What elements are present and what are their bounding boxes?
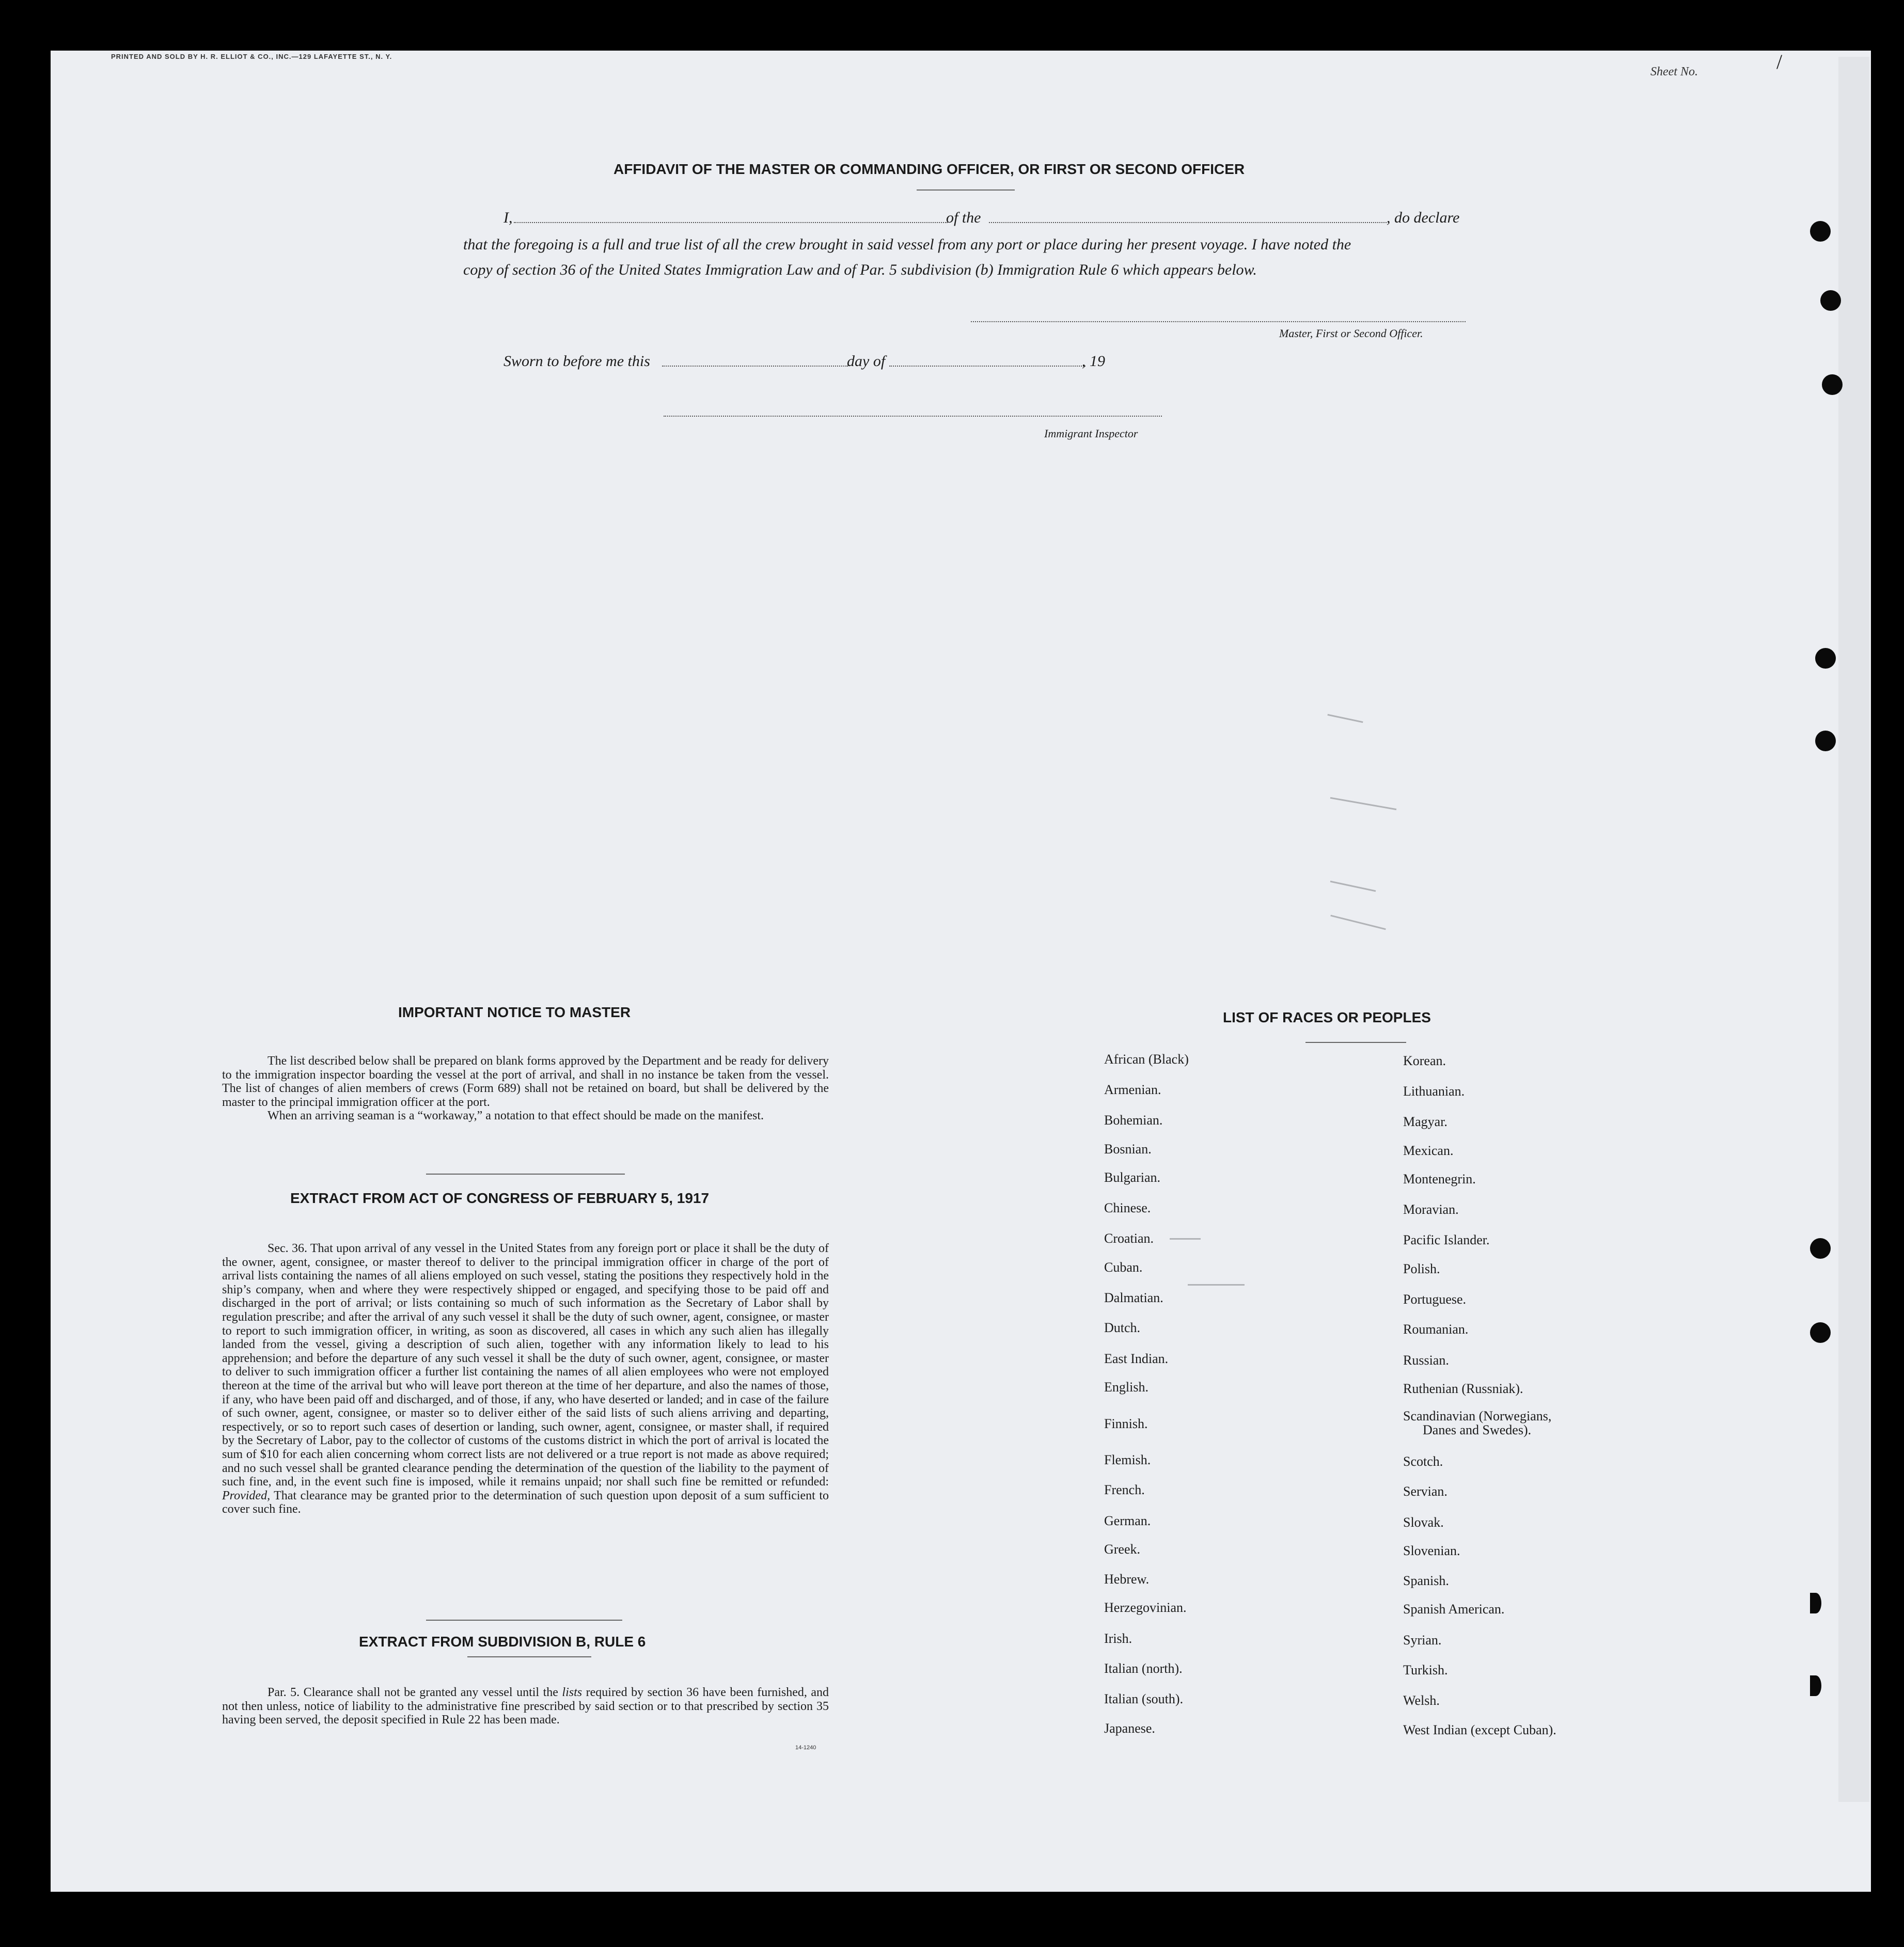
race-left-18: Hebrew. [1104,1572,1150,1587]
affidavit-title: AFFIDAVIT OF THE MASTER OR COMMANDING OFFICER, OR FIRST OR SECOND OFFICER [613,161,1245,177]
race-left-5: Bulgarian. [1104,1170,1161,1185]
punch-hole [1810,1322,1831,1343]
race-right-17: Slovenian. [1403,1543,1460,1558]
notice-divider [426,1174,625,1175]
race-right-23: West Indian (except Cuban). [1403,1722,1556,1737]
inspector-signature-line[interactable] [664,416,1162,417]
race-left-22: Italian (south). [1104,1691,1184,1706]
race-left-12: English. [1104,1380,1148,1395]
race-right-14: Scotch. [1403,1454,1443,1469]
race-left-6: Chinese. [1104,1200,1151,1215]
rule-extract-body [222,1686,829,1727]
sheet-number-label: Sheet No. [1650,65,1698,78]
race-right-21: Turkish. [1403,1663,1448,1677]
punch-hole [1810,221,1831,242]
provided-word: Provided, [222,1489,271,1502]
race-left-14: Flemish. [1104,1452,1151,1467]
lists-word: lists [562,1686,583,1699]
race-left-8: Cuban. [1104,1260,1143,1275]
punch-hole [1815,648,1836,669]
race-right-6: Moravian. [1403,1202,1459,1217]
race-left-23: Japanese. [1104,1721,1155,1736]
race-right-18: Spanish. [1403,1573,1449,1588]
notice-title: IMPORTANT NOTICE TO MASTER [398,1004,631,1020]
affiant-name-field[interactable] [514,222,948,223]
notice-paragraph-1: The list described below shall be prepared on blank forms approved by the Department and be ready for delivery to the immigration inspector boarding the vessel at the port of arrival, and shall in no instance be taken from the vessel. The list of changes of alien members of crews (Form 689) shall not be retained on board, but shall be delivered by the master to the principal immigration officer at the port. [222,1054,829,1109]
officer-signature-line[interactable] [971,321,1466,322]
sworn-day-field[interactable] [662,366,848,367]
act-extract-title: EXTRACT FROM ACT OF CONGRESS OF FEBRUARY 5, 1917 [290,1190,710,1206]
race-left-1: African (Black) [1104,1052,1189,1067]
affidavit-title-rule [917,189,1015,191]
race-right-12: Ruthenian (Russniak). [1403,1381,1523,1396]
notice-paragraph-2: When an arriving seaman is a “workaway,” a notation to that effect should be made on the manifest. [267,1109,764,1123]
inspector-caption: Immigrant Inspector [1044,427,1138,440]
act-text-b: That clearance may be granted prior to the determination of such question upon deposit of a sum sufficient to cover such fine. [222,1489,829,1516]
section-label: Sec. 36. [267,1242,307,1255]
race-left-16: German. [1104,1513,1151,1528]
rule-text-b: required by section 36 have been furnished, and not then unless, notice of liability to the administrative fine prescribed by said section or to that prescribed by section 35 having been served, the deposit specified in Rule 22 has been made. [222,1686,829,1727]
form-sheet [51,51,1871,1892]
punch-hole [1810,1238,1831,1259]
race-right-2: Lithuanian. [1403,1084,1465,1099]
rule-text [222,1686,829,1727]
race-right-22: Welsh. [1403,1693,1440,1708]
sworn-label: Sworn to before me this [503,353,650,370]
sworn-month-field[interactable] [889,366,1085,367]
race-right-9: Portuguese. [1403,1292,1467,1307]
rule-title-underline [467,1656,591,1657]
affidavit-of-the-label: of the [946,209,981,226]
act-extract-body [222,1242,829,1516]
sheet-number-mark: / [1776,50,1783,73]
race-left-2: Armenian. [1104,1082,1161,1097]
race-left-11: East Indian. [1104,1351,1169,1366]
year-label: , 19 [1082,353,1105,370]
race-right-8: Polish. [1403,1261,1440,1276]
race-right-13: Scandinavian (Norwegians, [1403,1408,1552,1423]
affidavit-line-2: that the foregoing is a full and true list of all the crew brought in said vessel from any port or place during her present voyage. I have noted the [463,236,1351,253]
race-left-13: Finnish. [1104,1416,1148,1431]
punch-hole-partial [1810,1593,1821,1613]
race-right-5: Montenegrin. [1403,1172,1476,1186]
race-right-16: Slovak. [1403,1515,1444,1530]
race-right-19: Spanish American. [1403,1602,1505,1617]
day-of-label: day of [847,353,886,370]
races-title-underline [1305,1042,1406,1043]
races-title: LIST OF RACES OR PEOPLES [1223,1009,1431,1025]
race-left-19: Herzegovinian. [1104,1600,1187,1615]
scan-smudge [1170,1238,1201,1240]
race-right-15: Servian. [1403,1484,1447,1499]
affidavit-i-label: I, [503,209,513,226]
race-left-7: Croatian. [1104,1231,1154,1246]
race-right-20: Syrian. [1403,1633,1442,1648]
form-number: 14-1240 [795,1745,816,1751]
act-section-text [222,1242,829,1516]
act-text-a: That upon arrival of any vessel in the United States from any foreign port or place it shall be the duty of the owner, agent, consignee, or master thereof to deliver to the principal immigration officer in charge of the port of arrival lists containing the names of all aliens employed on such vessel, stating the positions they respectively hold in the ship’s company, when and where they were respectively shipped or engaged, and specifying those to be paid off and discharged in the port of arrival; or lists containing so much of such information as the Secretary of Labor shall by regulation prescribe; and after the arrival of any such vessel it shall be the duty of such owner, agent, consignee, or master to report to such immigration officer, in writing, as soon as discovered, all cases in which any such alien has illegally landed from the vessel, giving a description of such alien, together with any information likely to lead to his apprehension; and before the departure of any such vessel it shall be the duty of such owner, agent, consignee, or master to deliver to such immigration officer a further list containing the names of all alien employees who were not employed thereon at the time of the arrival but who will leave port thereon at the time of her departure, and also the names of those, if any, who have been paid off and discharged, and of those, if any, who have deserted or landed; and in case of the failure of such owner, agent, consignee, or master so to deliver either of the said lists of such aliens arriving and departing, respectively, or so to report such cases of desertion or landing, such owner, agent, consignee, or master shall, if required by the Secretary of Labor, pay to the collector of customs of the customs district in which the port of arrival is located the sum of $10 for each alien concerning whom correct lists are not delivered or a true report is not made as above required; and no such vessel shall be granted clearance pending the determination of the question of the liability to the payment of such fine, and, in the event such fine is imposed, while it remains unpaid; nor shall such fine be remitted or refunded: [222,1242,829,1489]
race-right-7: Pacific Islander. [1403,1232,1490,1247]
race-right-4: Mexican. [1403,1143,1454,1158]
punch-hole [1822,374,1843,395]
race-right-11: Russian. [1403,1353,1449,1368]
scan-smudge [1188,1284,1245,1286]
affidavit-line-3: copy of section 36 of the United States Immigration Law and of Par. 5 subdivision (b) Immigration Rule 6 which appears below. [463,261,1257,278]
race-right-13-cont: Danes and Swedes). [1423,1422,1532,1437]
race-left-21: Italian (north). [1104,1661,1183,1676]
race-right-3: Magyar. [1403,1114,1447,1129]
punch-hole [1820,290,1841,311]
printer-imprint: PRINTED AND SOLD BY H. R. ELLIOT & CO., INC.—129 LAFAYETTE ST., N. Y. [111,53,392,60]
vessel-name-field[interactable] [989,222,1387,223]
race-left-15: French. [1104,1482,1145,1497]
race-right-10: Roumanian. [1403,1322,1469,1337]
rule-text-a: Par. 5. Clearance shall not be granted any vessel until the [267,1686,558,1699]
act-divider [426,1620,622,1621]
punch-hole [1815,731,1836,751]
notice-body [222,1054,829,1123]
affidavit-declare-label: , do declare [1387,209,1460,226]
officer-caption: Master, First or Second Officer. [1279,327,1423,340]
race-left-17: Greek. [1104,1542,1141,1557]
race-left-4: Bosnian. [1104,1142,1152,1157]
race-left-3: Bohemian. [1104,1113,1163,1128]
sheet-edge [1838,57,1869,1802]
race-left-9: Dalmatian. [1104,1290,1163,1305]
race-right-1: Korean. [1403,1053,1446,1068]
race-left-20: Irish. [1104,1631,1132,1646]
rule-extract-title: EXTRACT FROM SUBDIVISION B, RULE 6 [359,1634,646,1650]
punch-hole-partial [1810,1675,1821,1696]
race-left-10: Dutch. [1104,1320,1141,1335]
